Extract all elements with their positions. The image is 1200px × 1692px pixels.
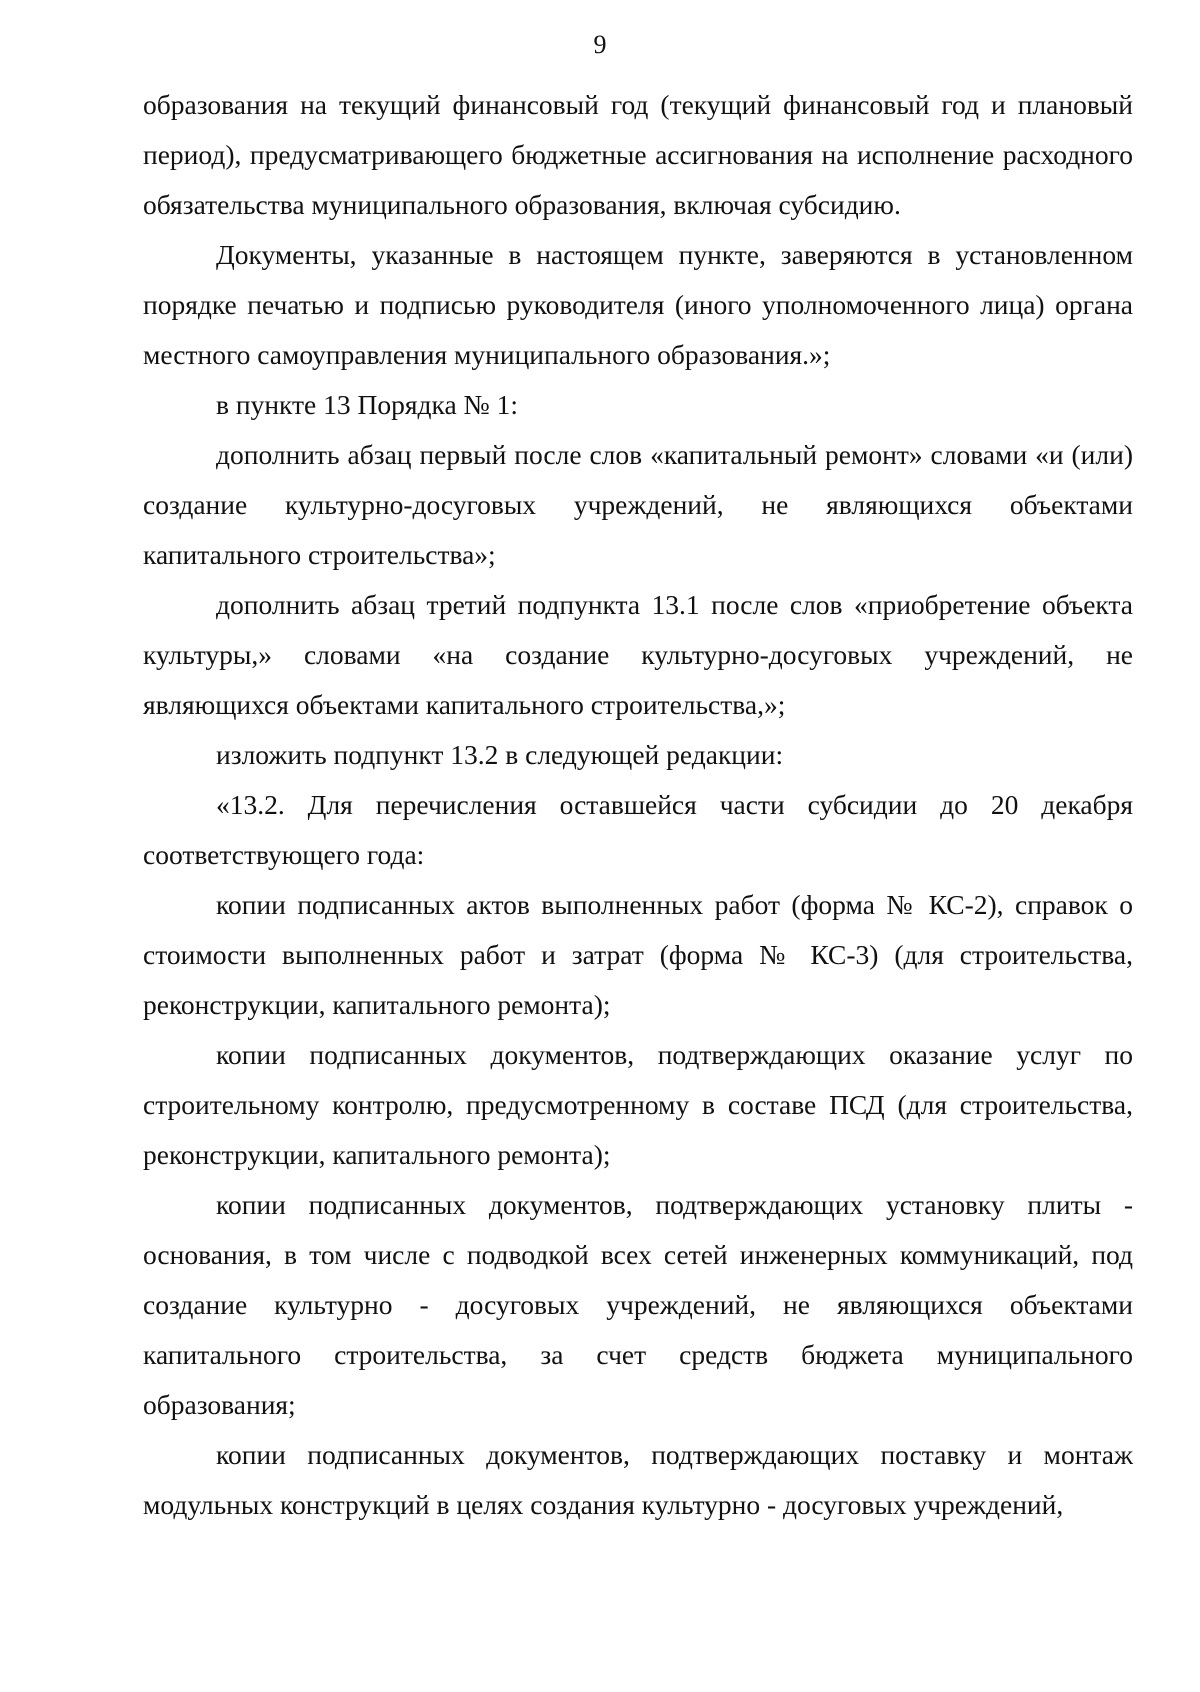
paragraph: копии подписанных документов, подтверждающих поставку и монтаж модульных конструкций в целях создания культурно - досуговых учреждений, bbox=[143, 1439, 1133, 1520]
paragraph: копии подписанных документов, подтверждающих оказание услуг по строительному контролю, предусмотренному в составе ПСД (для строительства, реконструкции, капитального ремонта); bbox=[143, 1039, 1133, 1170]
paragraph-continuation: образования на текущий финансовый год (текущий финансовый год и плановый период), предусматривающего бюджетные ассигнования на исполнение расходного обязательства муниципального образования, включая субсидию. bbox=[143, 89, 1133, 220]
paragraph: изложить подпункт 13.2 в следующей редакции: bbox=[216, 739, 784, 770]
page-number: 9 bbox=[593, 30, 607, 59]
paragraph: дополнить абзац третий подпункта 13.1 после слов «приобретение объекта культуры,» словами «на создание культурно-досуговых учреждений, не являющихся объектами капитального строительства,»; bbox=[143, 589, 1133, 720]
paragraph: дополнить абзац первый после слов «капитальный ремонт» словами «и (или) создание культурно-досуговых учреждений, не являющихся объектами капитального строительства»; bbox=[143, 439, 1133, 570]
paragraph: Документы, указанные в настоящем пункте, заверяются в установленном порядке печатью и подписью руководителя (иного уполномоченного лица) органа местного самоуправления муниципального образования.»; bbox=[143, 239, 1133, 370]
paragraph: «13.2. Для перечисления оставшейся части субсидии до 20 декабря соответствующего года: bbox=[143, 789, 1133, 870]
document-body bbox=[143, 80, 1133, 1530]
paragraph: в пункте 13 Порядка № 1: bbox=[216, 389, 519, 420]
paragraph: копии подписанных документов, подтверждающих установку плиты - основания, в том числе с подводкой всех сетей инженерных коммуникаций, под создание культурно - досуговых учреждений, не являющихся объектами капитального строительства, за счет средств бюджета муниципального образования; bbox=[143, 1189, 1133, 1420]
paragraph: копии подписанных актов выполненных работ (форма № КС-2), справок о стоимости выполненных работ и затрат (форма № КС-3) (для строительства, реконструкции, капитального ремонта); bbox=[143, 889, 1133, 1020]
